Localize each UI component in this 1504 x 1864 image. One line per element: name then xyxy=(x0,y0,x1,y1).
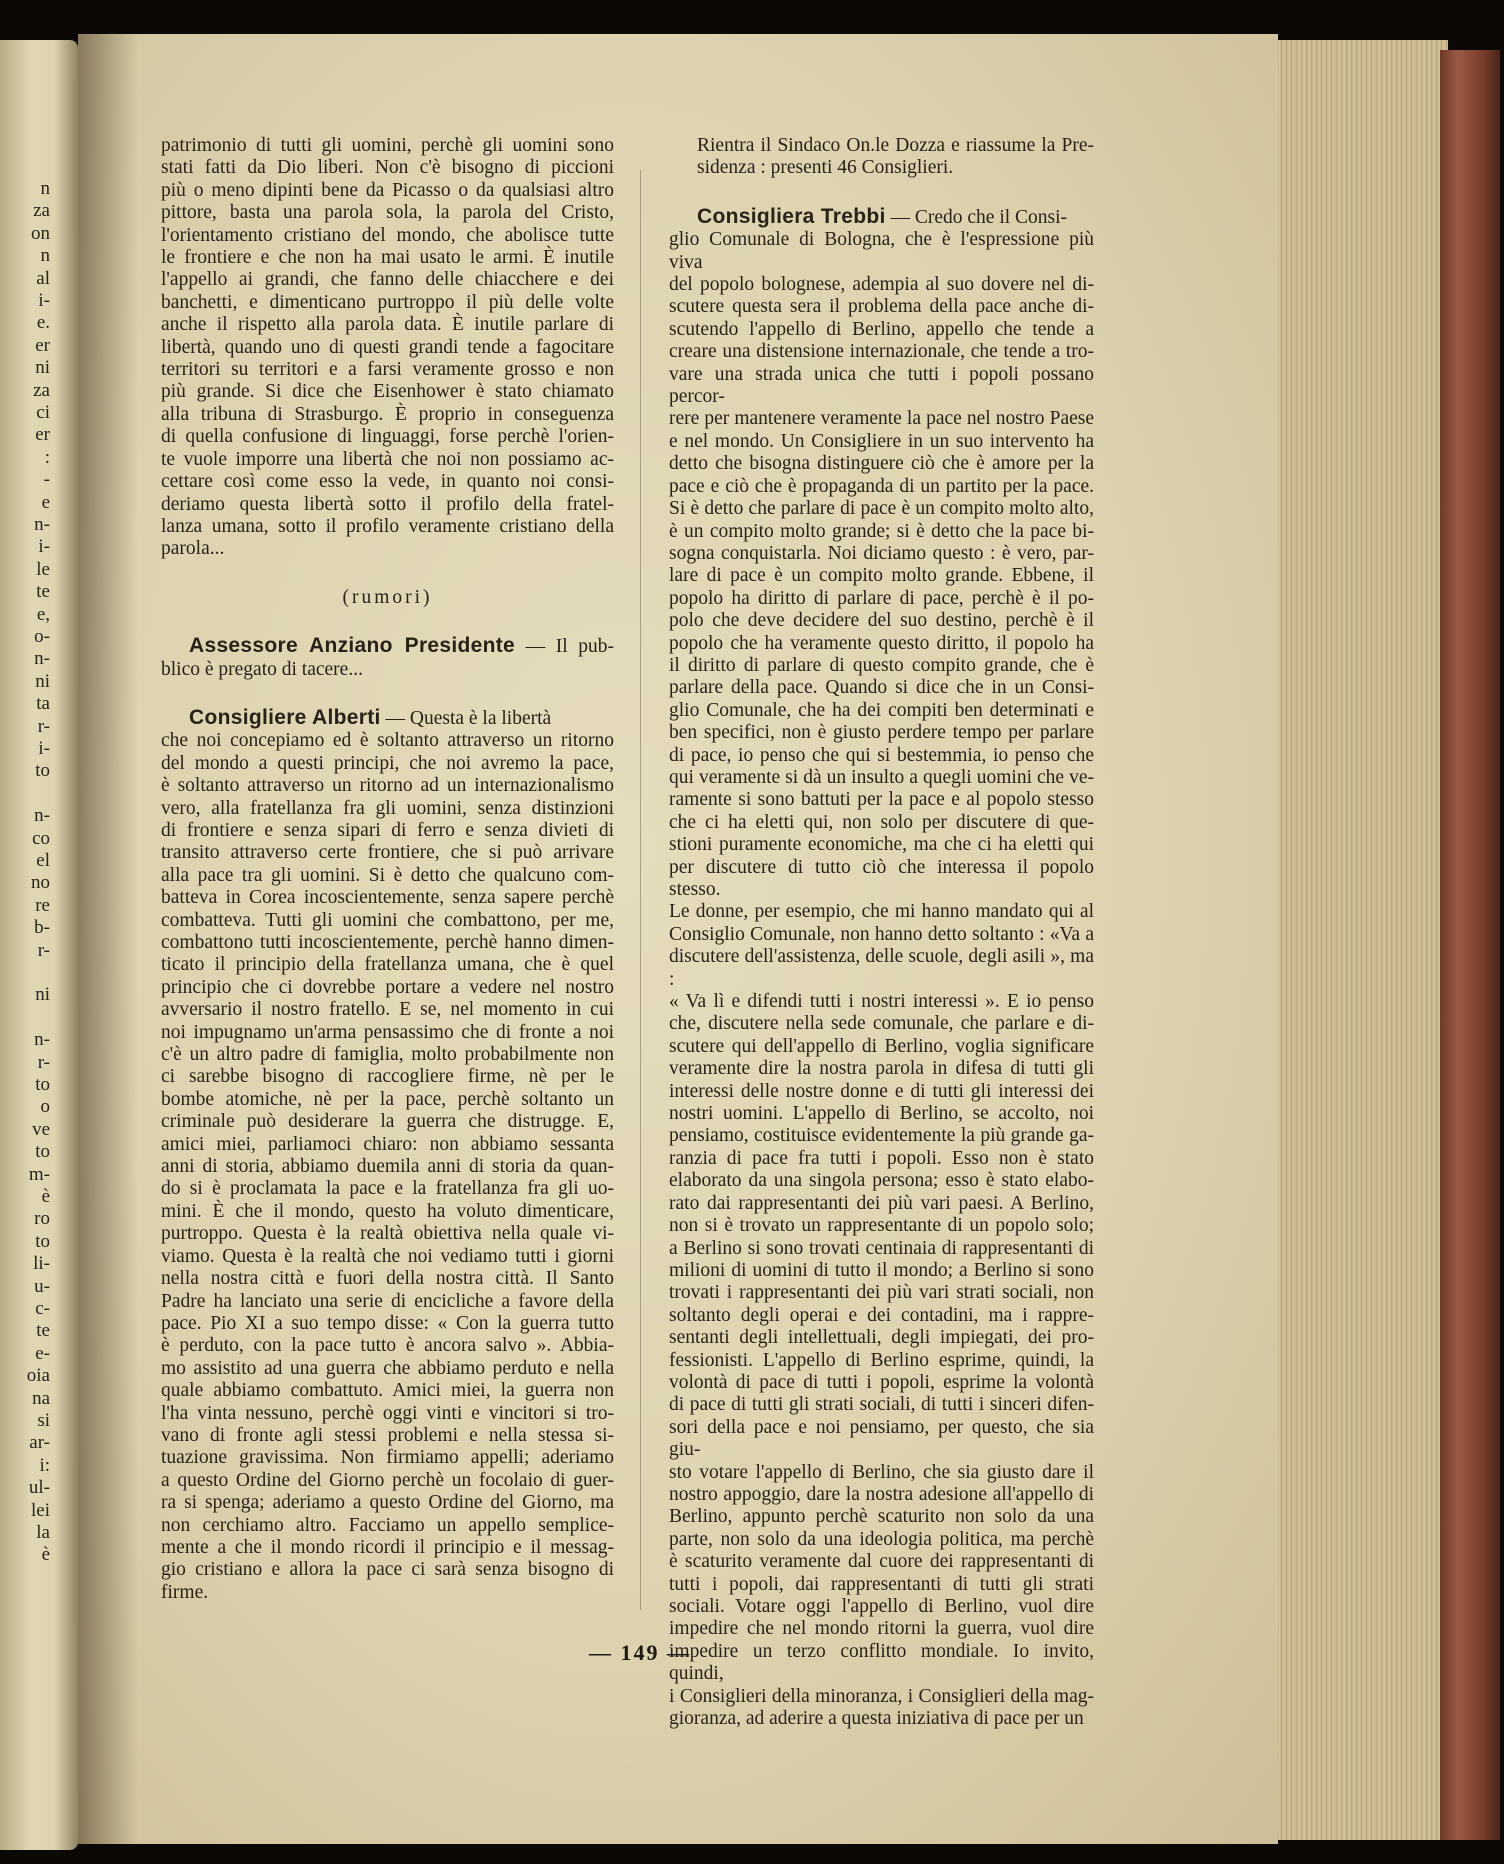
gutter-shadow xyxy=(78,34,138,1844)
text-line: firme. xyxy=(161,1581,209,1603)
assessore-line-0: — Il pub- xyxy=(525,636,615,658)
text-line: è un compito molto grande; si è detto che la pace bi- xyxy=(669,520,1094,542)
text-line: c'è un altro padre di famiglia, molto probabilmente non xyxy=(161,1044,614,1066)
sliver-text: i- xyxy=(38,738,50,759)
text-line: mo assistito ad una guerra che abbiamo perduto e nella xyxy=(161,1357,614,1379)
text-line: sidenza : presenti 46 Consiglieri. xyxy=(697,157,954,179)
assessore-paragraph xyxy=(161,635,614,681)
text-line: nostro appoggio, dare la nostra adesione all'appello di xyxy=(669,1483,1094,1505)
sliver-text: ro xyxy=(34,1208,50,1230)
text-line: di pace di tutti gli strati sociali, di tutti i sinceri difen- xyxy=(669,1394,1094,1416)
text-line: parola... xyxy=(161,538,225,560)
sliver-text: to xyxy=(35,1074,50,1095)
text-line: impedire un terzo conflitto mondiale. Io invito, quindi, xyxy=(669,1640,1094,1685)
text-line: non si è trovato un rappresentante di un popolo solo; xyxy=(669,1215,1094,1237)
text-line: patrimonio di tutti gli uomini, perchè gli uomini sono xyxy=(161,135,614,156)
text-line: l'appello ai grandi, che fanno delle chiacchere e dei xyxy=(161,269,614,291)
text-line: territori su territori e a farsi veramente grosso e non xyxy=(161,359,614,381)
text-line: viamo. Questa è la realtà che noi vediamo tutti i giorni xyxy=(161,1245,614,1267)
sliver-text: lei xyxy=(31,1499,50,1521)
sliver-text: n- xyxy=(34,648,50,670)
text-line: pace. Pio XI a suo tempo disse: « Con la guerra tutto xyxy=(161,1312,614,1334)
text-line: banchetti, e dimenticano purtroppo il più delle volte xyxy=(161,291,614,313)
text-line: purtroppo. Questa è la realtà obiettiva nella quale vi- xyxy=(161,1223,614,1245)
text-line: creare una distensione internazionale, che tende a tro- xyxy=(669,341,1094,363)
text-line: pensiamo, costituisce evidentemente la più grande ga- xyxy=(669,1125,1094,1147)
text-line: Rientra il Sindaco On.le Dozza e riassume la Pre- xyxy=(697,135,1094,156)
sliver-text: to xyxy=(35,760,50,782)
text-line: criminale può desiderare la guerra che distrugge. E, xyxy=(161,1111,614,1133)
text-line: di pace, io penso che qui si bestemmia, io penso che xyxy=(669,744,1094,766)
sliver-text: er xyxy=(35,334,50,356)
sliver-text: na xyxy=(32,1387,50,1409)
text-line: rere per mantenere veramente la pace nel nostro Paese xyxy=(669,408,1094,430)
text-line: interessi delle nostre donne e di tutti gli interessi dei xyxy=(669,1080,1094,1102)
text-line: discutere dell'assistenza, delle scuole, degli asili », ma : xyxy=(669,946,1094,990)
text-line: do si è proclamata la pace e la fratellanza fra gli uo- xyxy=(161,1178,614,1200)
stage-note: (rumori) xyxy=(342,586,433,608)
assessore-line-1: blico è pregato di tacere... xyxy=(161,658,363,680)
text-line: di quella confusione di linguaggi, forse perchè l'orien- xyxy=(161,426,614,448)
sliver-text: te xyxy=(36,1320,50,1342)
text-line: sentanti degli intellettuali, degli impiegati, dei pro- xyxy=(669,1327,1094,1349)
speaker-name: Consigliera Trebbi xyxy=(697,204,886,228)
sliver-text: n xyxy=(40,178,50,199)
sliver-text: er xyxy=(35,424,50,446)
text-line: è perduto, con la pace tutto è ancora salvo ». Abbia- xyxy=(161,1335,614,1357)
text-line: Consiglio Comunale, non hanno detto soltanto : «Va a xyxy=(669,923,1094,945)
text-line: alla tribuna di Strasburgo. È proprio in conseguenza xyxy=(161,403,614,425)
text-line: principio che ci dovrebbe portare a vedere nel nostro xyxy=(161,976,614,998)
text-line: transito attraverso certe frontiere, che si può arrivare xyxy=(161,842,614,864)
text-line: che noi concepiamo ed è soltanto attraverso un ritorno xyxy=(161,730,614,752)
text-line: le frontiere e che non ha mai usato le armi. È inutile xyxy=(161,247,614,269)
text-line: tuazione gravissima. Non firmiamo appelli; aderiamo xyxy=(161,1447,614,1469)
text-line: ranzia di pace fra tutti i popoli. Esso non è stato xyxy=(669,1147,1094,1169)
trebbi-body xyxy=(669,229,1094,1730)
page-block-edges xyxy=(1278,40,1448,1840)
sliver-text: m- xyxy=(28,1163,50,1185)
sliver-text: ta xyxy=(36,693,50,715)
sliver-text: on xyxy=(31,222,50,244)
text-line: impedire che nel mondo ritorni la guerra, vuol dire xyxy=(669,1618,1094,1640)
text-line: anni di storia, abbiamo duemila anni di storia da quan- xyxy=(161,1156,614,1178)
sliver-text: la xyxy=(36,1522,50,1543)
text-line: fessionisti. L'appello di Berlino esprime, quindi, la xyxy=(669,1349,1094,1371)
sliver-text: re xyxy=(35,894,50,916)
sliver-text: c- xyxy=(35,1298,50,1319)
sliver-text: to xyxy=(35,1141,50,1163)
text-line: soltanto degli operai e dei contadini, ma i rappre- xyxy=(669,1304,1094,1326)
text-line: « Va lì e difendi tutti i nostri interessi ». E io penso xyxy=(669,991,1094,1013)
text-line: nella nostra città e fuori della nostra città. Il Santo xyxy=(161,1268,614,1290)
sliver-text: i: xyxy=(39,1454,50,1476)
trebbi-paragraph xyxy=(669,206,1094,1731)
text-line: trovati i rappresentanti dei più vari strati sociali, non xyxy=(669,1282,1094,1304)
text-line: parlare della pace. Quando si dice che in un Consi- xyxy=(669,677,1094,699)
text-line: Berlino, appunto perchè scaturito non solo da una xyxy=(669,1506,1094,1528)
column-divider xyxy=(640,170,641,1610)
text-line: ramente si sono battuti per la pace e al popolo stesso xyxy=(669,789,1094,811)
text-line: a questo Ordine del Giorno perchè un focolaio di guer- xyxy=(161,1469,614,1491)
text-line: deriamo questa libertà sotto il profilo della fratel- xyxy=(161,493,614,515)
text-line: ticato il principio della fratellanza umana, che è quel xyxy=(161,954,614,976)
text-line: il diritto di parlare di questo compito grande, che è xyxy=(669,654,1094,676)
sliver-text: n- xyxy=(34,805,50,827)
text-line: e nel mondo. Un Consigliere in un suo intervento ha xyxy=(669,430,1094,452)
text-line: i Consiglieri della minoranza, i Consiglieri della mag- xyxy=(669,1685,1094,1707)
sliver-text: e. xyxy=(36,312,50,334)
sliver-text: ni xyxy=(35,357,50,379)
text-line: ben specifici, non è giusto perdere tempo per parlare xyxy=(669,722,1094,744)
text-line: cettare così come esso la vede, in quanto noi consi- xyxy=(161,471,614,493)
sliver-text: to xyxy=(35,1230,50,1252)
sliver-text: r- xyxy=(37,939,50,961)
sliver-text: za xyxy=(33,379,50,401)
sliver-text: le xyxy=(36,558,50,580)
text-line: volontà di pace di tutti i popoli, esprime la volontà xyxy=(669,1371,1094,1393)
text-line: sori della pace e noi pensiamo, per questo, che sia giu- xyxy=(669,1416,1094,1461)
text-line: te vuole imporre una libertà che noi non possiamo ac- xyxy=(161,448,614,470)
page-number: — 149 — xyxy=(589,1640,691,1665)
text-line: del popolo bolognese, adempia al suo dovere nel di- xyxy=(669,274,1094,296)
sliver-text: è xyxy=(41,1186,50,1207)
text-line: sogna conquistarla. Noi diciamo questo : è vero, par- xyxy=(669,542,1094,564)
text-line: ra si spenga; aderiamo a questo Ordine del Giorno, ma xyxy=(161,1492,614,1514)
previous-page-edge xyxy=(0,40,78,1850)
speaker-name: Assessore Anziano Presidente xyxy=(189,634,516,658)
text-line: combatteva. Tutti gli uomini che combattono, per me, xyxy=(161,909,614,931)
text-line: veramente dire la nostra parola in difesa di tutti gli xyxy=(669,1058,1094,1080)
text-line: sociali. Votare oggi l'appello di Berlino, vuol dire xyxy=(669,1596,1094,1617)
session-note xyxy=(669,135,1094,180)
text-line: glio Comunale, che ha dei compiti ben determinati e xyxy=(669,699,1094,721)
sliver-text: no xyxy=(31,872,50,894)
sliver-text: ve xyxy=(32,1118,50,1140)
sliver-text: o xyxy=(40,1096,50,1118)
sliver-text: i- xyxy=(38,536,50,558)
text-line: è scaturito veramente dal cuore dei rappresentanti di xyxy=(669,1551,1094,1573)
text-line: rato dai rappresentanti dei più vari paesi. A Berlino, xyxy=(669,1192,1094,1214)
sliver-text: ni xyxy=(35,984,50,1006)
text-line: detto che bisogna distinguere ciò che è amore per la xyxy=(669,453,1094,475)
sliver-text: n- xyxy=(34,1029,50,1051)
sliver-text: o- xyxy=(34,626,50,647)
text-line: amici miei, parliamoci chiaro: non abbiamo sessanta xyxy=(161,1133,614,1155)
text-line: mini. È che il mondo, questo ha voluto dimenticare, xyxy=(161,1200,614,1222)
sliver-text: n xyxy=(40,245,50,267)
text-line: popolo che ha veramente questo diritto, il popolo ha xyxy=(669,632,1094,654)
left-column xyxy=(161,135,614,1604)
text-line: mente a che il mondo ricordi il principio e il messag- xyxy=(161,1536,614,1558)
sliver-text: è xyxy=(41,1544,50,1566)
sliver-text: e, xyxy=(36,603,50,625)
sliver-text: si xyxy=(37,1410,50,1431)
sliver-text: - xyxy=(43,469,50,491)
text-line: non cerchiamo altro. Facciamo un appello semplice- xyxy=(161,1514,614,1536)
text-line: ci sarebbe bisogno di raccogliere firme, nè per le xyxy=(161,1066,614,1088)
text-line: tutti i popoli, dai rappresentanti di tutti gli strati xyxy=(669,1573,1094,1595)
sliver-text: n- xyxy=(34,514,50,535)
text-line: elaborato da una singola persona; esso è stato elabo- xyxy=(669,1170,1094,1192)
sliver-text: ni xyxy=(35,670,50,692)
sliver-text: u- xyxy=(34,1275,50,1297)
text-line: per discutere di tutto ciò che interessa il popolo stesso. xyxy=(669,856,1094,900)
text-line: stati fatti da Dio liberi. Non c'è bisogno di piccioni xyxy=(161,157,614,179)
text-line: a Berlino si sono trovati centinaia di rappresentanti di xyxy=(669,1237,1094,1259)
text-line: scutere questa sera il problema della pace anche di- xyxy=(669,296,1094,318)
alberti-first-line: — Questa è la libertà xyxy=(385,707,552,729)
text-line: noi impugnamo un'arma pensassimo che di fronte a noi xyxy=(161,1021,614,1043)
text-line: quale abbiamo combattuto. Amici miei, la guerra non xyxy=(161,1380,614,1402)
sliver-text: : xyxy=(44,446,50,468)
text-line: l'ha vinta nessuno, perchè oggi vinti e vincitori si tro- xyxy=(161,1402,614,1424)
sliver-text: za xyxy=(33,200,50,222)
text-line: gioranza, ad aderire a questa iniziativa di pace per un xyxy=(669,1708,1084,1730)
sliver-text: i- xyxy=(38,290,50,311)
text-line: qui veramente si dà un insulto a quegli uomini che ve- xyxy=(669,766,1094,788)
text-line: Si è detto che parlare di pace è un compito molto alto, xyxy=(669,498,1094,520)
text-line: nostri uomini. L'appello di Berlino, se accolto, noi xyxy=(669,1103,1094,1125)
alberti-paragraph xyxy=(161,707,614,1604)
sliver-text: ci xyxy=(36,402,50,423)
text-line: batteva in Corea incoscientemente, senza sapere perchè xyxy=(161,887,614,909)
sliver-text: co xyxy=(32,827,50,849)
text-line: popolo ha diritto di parlare di pace, perchè è il po- xyxy=(669,587,1094,609)
opening-paragraph xyxy=(161,135,614,561)
text-line: anche il rispetto alla parola data. È inutile parlare di xyxy=(161,314,614,336)
book-cover-edge xyxy=(1440,50,1500,1840)
sliver-text: r- xyxy=(37,715,50,737)
sliver-text: ar- xyxy=(29,1432,50,1454)
text-line: lanza umana, sotto il profilo veramente cristiano della xyxy=(161,515,614,537)
text-line: vano di fronte agli stessi problemi e nella stessa si- xyxy=(161,1424,614,1446)
sliver-text: al xyxy=(36,267,50,289)
text-line: bombe atomiche, nè per la pace, perchè soltanto un xyxy=(161,1088,614,1110)
text-line: vero, alla fratellanza fra gli uomini, senza distinzioni xyxy=(161,797,614,819)
text-line: glio Comunale di Bologna, che è l'espressione più viva xyxy=(669,229,1094,273)
text-line: pittore, basta una parola sola, la parola del Cristo, xyxy=(161,202,614,224)
text-line: sto votare l'appello di Berlino, che sia giusto dare il xyxy=(669,1461,1094,1483)
text-line: scutendo l'appello di Berlino, appello che tende a xyxy=(669,318,1094,340)
sliver-text: oia xyxy=(26,1365,50,1387)
text-line: pace e ciò che è propaganda di un partito per la pace. xyxy=(669,475,1094,497)
text-line: di frontiere e senza sipari di ferro e senza divieti di xyxy=(161,819,614,841)
sliver-text: el xyxy=(36,850,50,871)
text-line: gio cristiano e allora la pace ci sarà senza bisogno di xyxy=(161,1559,614,1581)
sliver-text: e xyxy=(41,491,50,513)
text-line: parte, non solo da una ideologia politica, ma perchè xyxy=(669,1528,1094,1550)
text-line: combattono tutti incoscientemente, perchè hanno dimen- xyxy=(161,932,614,953)
right-column xyxy=(669,135,1094,1730)
text-line: più grande. Si dice che Eisenhower è stato chiamato xyxy=(161,381,614,403)
text-line: l'orientamento cristiano del mondo, che abolisce tutte xyxy=(161,224,614,246)
sliver-text: li- xyxy=(33,1253,50,1275)
text-line: che ci ha eletti qui, non solo per discutere di que- xyxy=(669,811,1094,833)
text-line: del mondo a questi principi, che noi avremo la pace, xyxy=(161,752,614,774)
alberti-body xyxy=(161,730,614,1604)
text-line: stioni puramente economiche, ma che ci ha eletti qui xyxy=(669,834,1094,856)
text-line: polo che deve decidere del suo destino, perchè è il xyxy=(669,610,1094,632)
text-line: alla pace tra gli uomini. Si è detto che qualcuno com- xyxy=(161,864,614,886)
text-line: lare di pace è un compito molto grande. Ebbene, il xyxy=(669,565,1094,587)
text-line: è soltanto attraverso un ritorno ad un internazionalismo xyxy=(161,775,614,797)
text-line: libertà, quando uno di questi grandi tende a fagocitare xyxy=(161,336,614,358)
text-line: che, discutere nella sede comunale, che parlare e di- xyxy=(669,1013,1094,1035)
speaker-name: Consigliere Alberti xyxy=(189,705,381,729)
text-line: Le donne, per esempio, che mi hanno mandato qui al xyxy=(669,901,1094,923)
sliver-text: e- xyxy=(35,1342,50,1364)
sliver-text: ul- xyxy=(28,1477,50,1499)
text-line: avversario il nostro fratello. E se, nel momento in cui xyxy=(161,999,614,1021)
text-line: Padre ha lanciato una serie di encicliche a favore della xyxy=(161,1290,614,1312)
text-line: milioni di uomini di tutto il mondo; a Berlino si sono xyxy=(669,1259,1094,1281)
text-line: vare una strada unica che tutti i popoli possano percor- xyxy=(669,363,1094,408)
text-line: più o meno dipinti bene da Picasso o da qualsiasi altro xyxy=(161,179,614,201)
text-line: scutere qui dell'appello di Berlino, voglia significare xyxy=(669,1035,1094,1057)
trebbi-first-line: — Credo che il Consi- xyxy=(890,206,1068,228)
sliver-text: b- xyxy=(34,917,50,939)
sliver-text: r- xyxy=(37,1051,50,1073)
sliver-text: te xyxy=(36,581,50,603)
